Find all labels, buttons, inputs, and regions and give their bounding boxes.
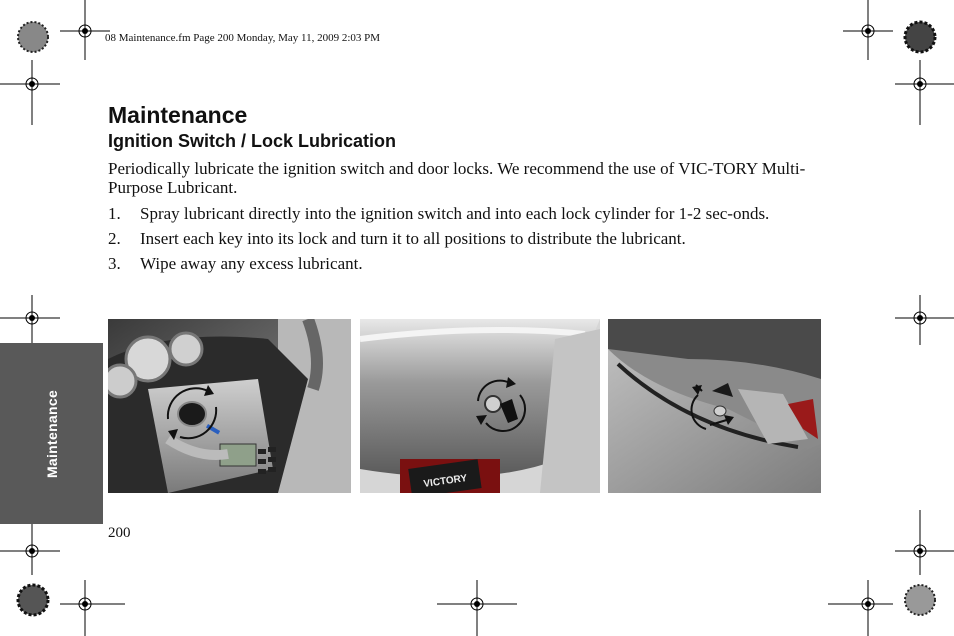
file-info-header: 08 Maintenance.fm Page 200 Monday, May 11, 2009 2:03 PM: [105, 32, 381, 44]
photo-side-cover-lock: [608, 319, 821, 493]
photo-ignition-switch: [108, 319, 351, 493]
page-title: Maintenance: [108, 102, 248, 128]
page-number: 200: [108, 525, 131, 541]
side-tab-label: Maintenance: [43, 389, 60, 478]
steps-list: [108, 204, 820, 279]
victory-badge: VICTORY: [422, 472, 468, 490]
step-text: Insert each key into its lock and turn it to all positions to distribute the lubricant.: [140, 229, 686, 248]
intro-paragraph: Periodically lubricate the ignition switch and door locks. We recommend the use of VIC-TORY Multi-Purpose Lubricant.: [108, 159, 806, 197]
list-item: [108, 254, 820, 273]
photo-saddlebag-lock: [360, 319, 600, 493]
list-item: [108, 229, 820, 248]
side-tab: [0, 343, 103, 524]
step-number: 1.: [108, 204, 121, 223]
list-item: [108, 204, 820, 223]
step-number: 2.: [108, 229, 121, 248]
section-subtitle: Ignition Switch / Lock Lubrication: [108, 131, 396, 151]
step-text: Spray lubricant directly into the ignition switch and into each lock cylinder for 1-2 sec-onds.: [140, 204, 770, 223]
step-text: Wipe away any excess lubricant.: [140, 254, 363, 273]
step-number: 3.: [108, 254, 121, 273]
